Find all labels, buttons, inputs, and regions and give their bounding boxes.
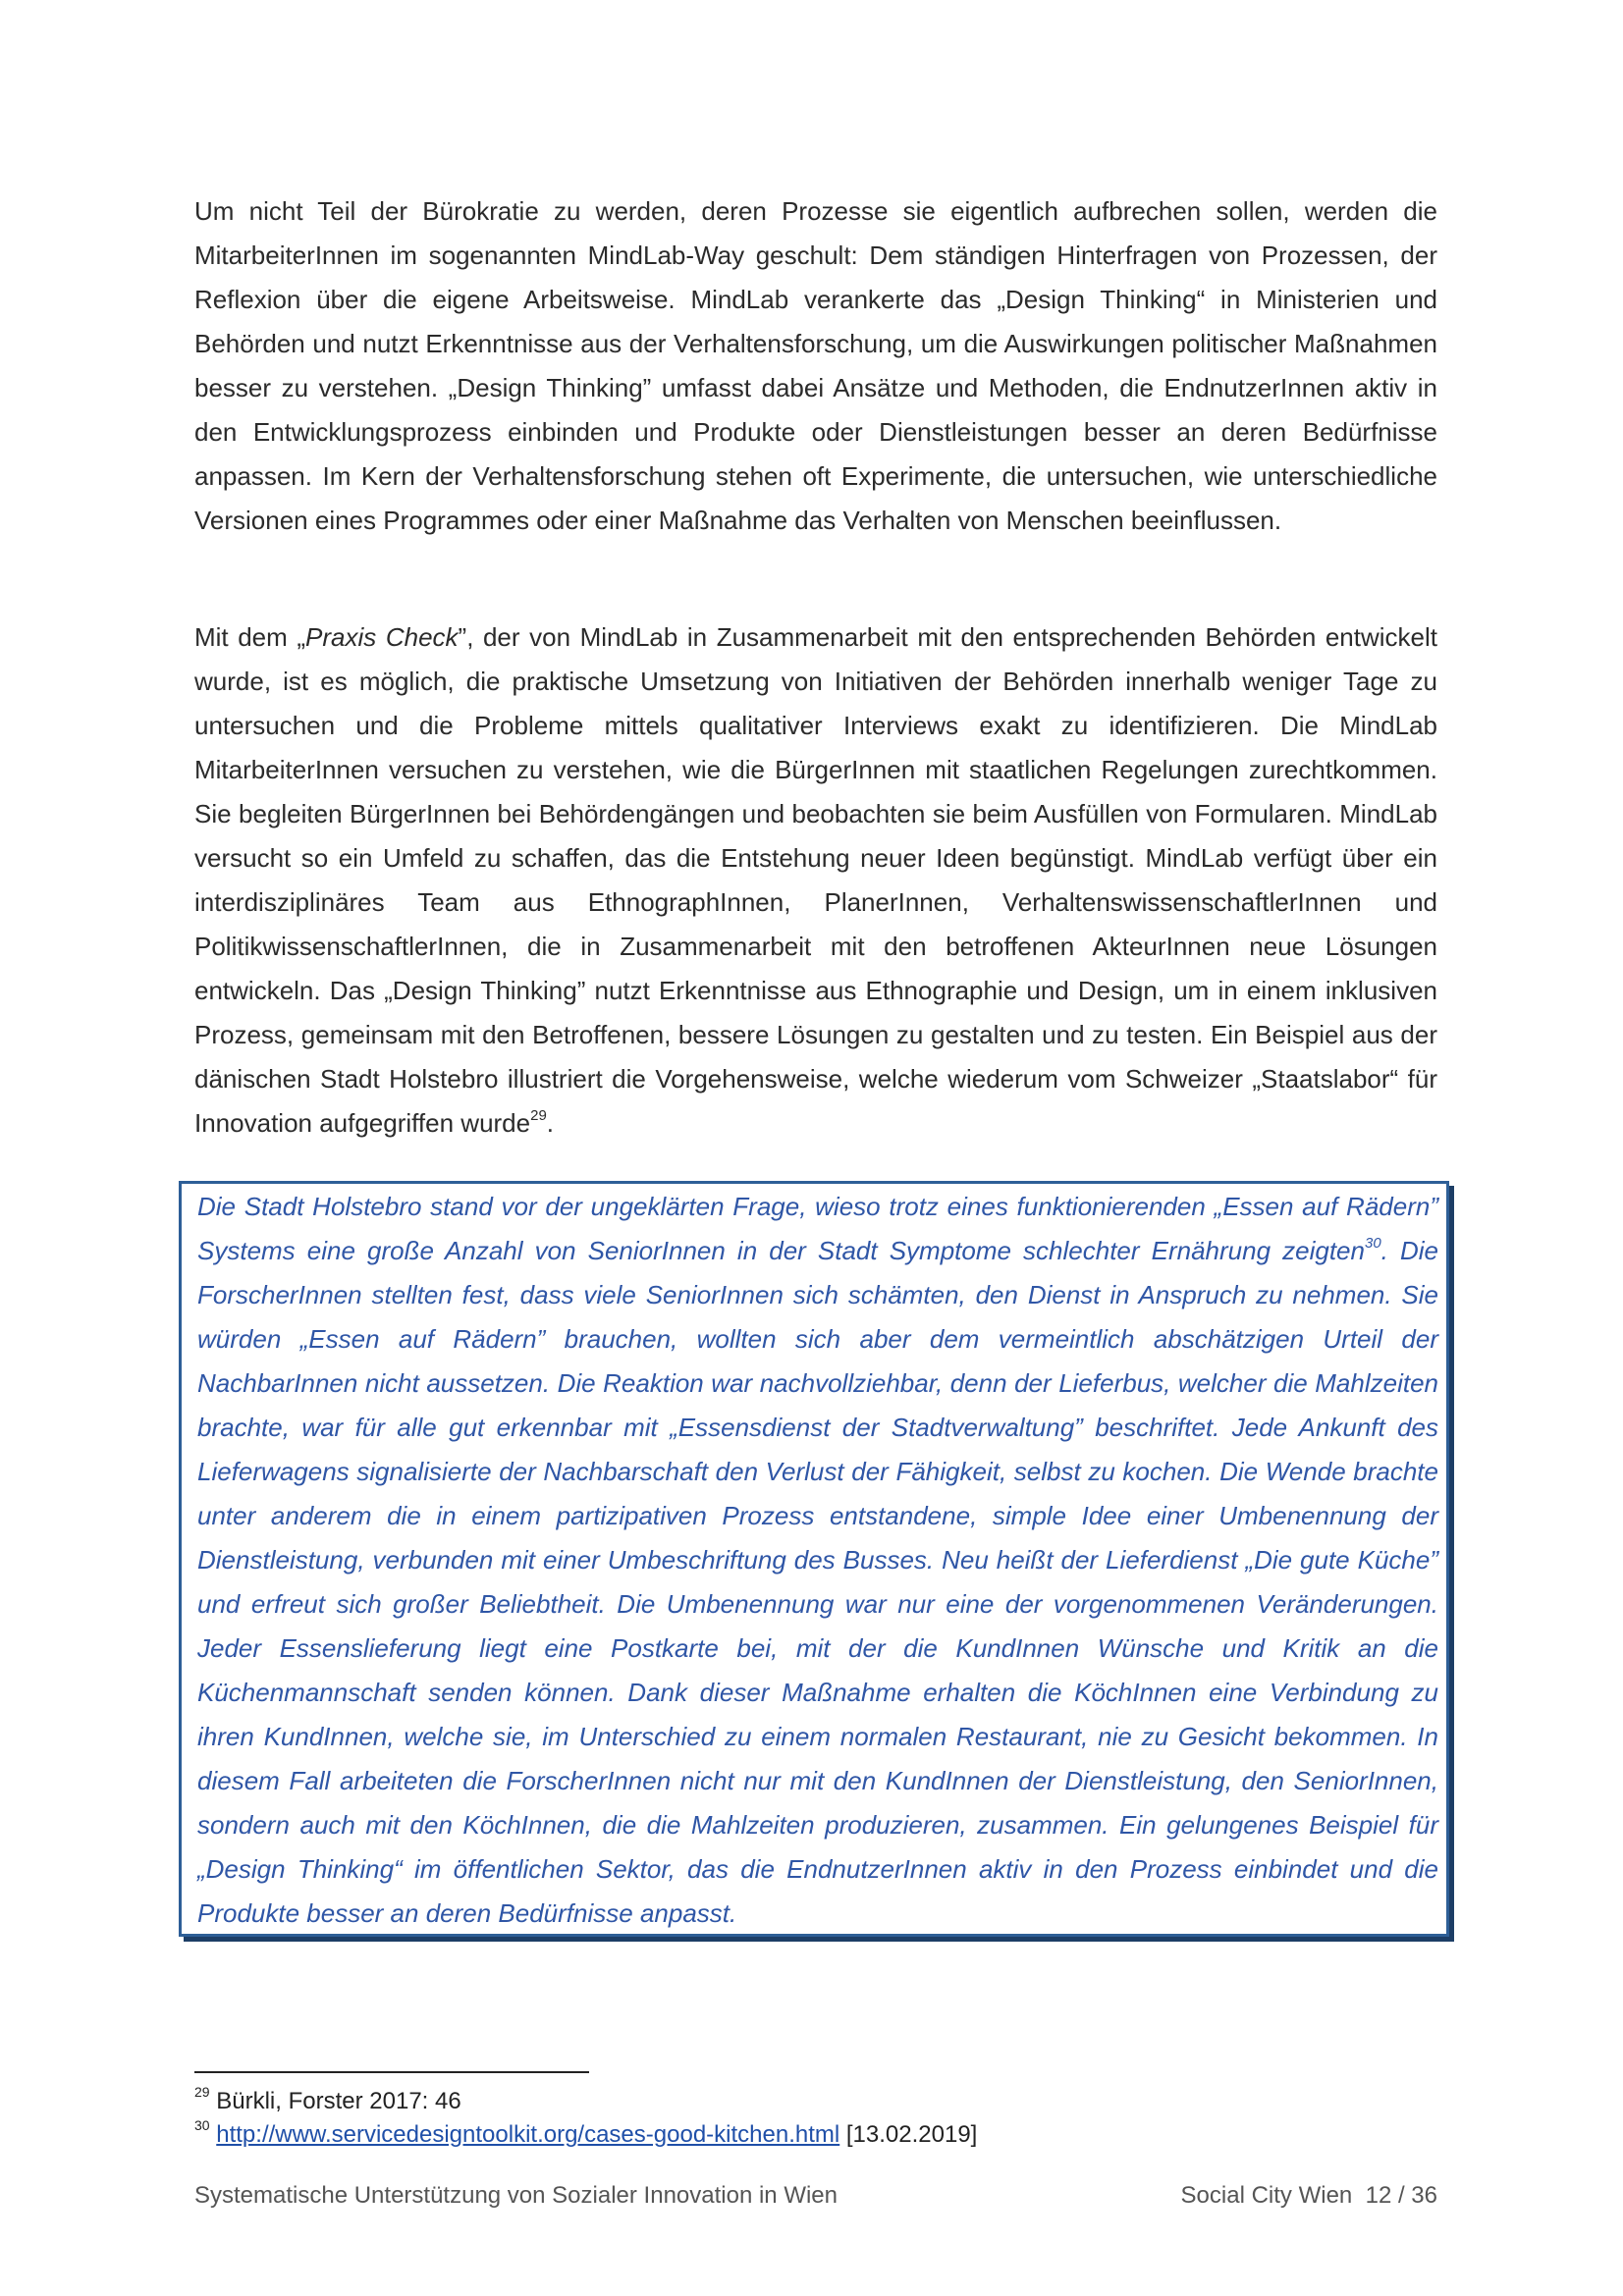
footnote-number: 30 (194, 2117, 210, 2133)
footnote-link-good-kitchen[interactable]: http://www.servicedesigntoolkit.org/cases-good-kitchen.html (216, 2121, 840, 2148)
footnote-30 (194, 2118, 1437, 2152)
case-text-part-2: . Die ForscherInnen stellten fest, dass viele SeniorInnen sich schämten, den Dienst in Anspruch zu nehmen. Sie würden „Essen auf Rädern” brauchen, wollten sich aber dem vermeintlich abschätzigen Urteil der NachbarInnen nicht aussetzen. Die Reaktion war nachvollziehbar, denn der Lieferbus, welcher die Mahlzeiten brachte, war für alle gut erkennbar mit „Essensdienst der Stadtverwaltung” beschriftet. Jede Ankunft des Lieferwagens signalisierte der Nachbarschaft den Verlust der Fähigkeit, selbst zu kochen. Die Wende brachte unter anderem die in einem partizipativen Prozess entstandene, simple Idee einer Umbenennung der Dienstleistung, verbunden mit einer Umbeschriftung des Busses. Neu heißt der Lieferdienst „Die gute Küche” und erfreut sich großer Beliebtheit. Die Umbenennung war nur eine der vorgenommenen Veränderungen. Jeder Essenslieferung liegt eine Postkarte bei, mit der die KundInnen Wünsche und Kritik an die Küchenmannschaft senden können. Dank dieser Maßnahme erhalten die KöchInnen eine Verbindung zu ihren KundInnen, welche sie, im Unterschied zu einem normalen Restaurant, nie zu Gesicht bekommen. In diesem Fall arbeiteten die ForscherInnen nicht nur mit den KundInnen der Dienstleistung, den SeniorInnen, sondern auch mit den KöchInnen, die die Mahlzeiten produzieren, zusammen. Ein gelungenes Beispiel für „Design Thinking“ im öffentlichen Sektor, das die EndnutzerInnen aktiv in den Prozess einbindet und die Produkte besser an deren Bedürfnisse anpasst. (197, 1236, 1438, 1928)
footnote-ref-30[interactable]: 30 (1364, 1235, 1381, 1253)
footnote-29 (194, 2085, 1437, 2118)
case-study-box-holstebro (179, 1181, 1449, 1937)
case-text-part-1: Die Stadt Holstebro stand vor der ungeklärten Frage, wieso trotz eines funktionierenden „Essen auf Rädern” Systems eine große Anzahl von SeniorInnen in der Stadt Symptome schlechter Ernährung zeigten (197, 1192, 1438, 1265)
body-paragraph-praxis-check (194, 615, 1437, 1146)
paragraph-intro: Mit dem „ (194, 622, 306, 652)
footnote-separator (194, 2071, 589, 2073)
footer-page-number: Social City Wien 12 / 36 (1180, 2182, 1437, 2209)
footer-document-title: Systematische Unterstützung von Sozialer Innovation in Wien (194, 2182, 838, 2209)
paragraph-body: ”, der von MindLab in Zusammenarbeit mit den entsprechenden Behörden entwickelt wurde, ist es möglich, die praktische Umsetzung von Initiativen der Behörden innerhalb weniger Tage zu untersuchen und die Probleme mittels qualitativer Interviews exakt zu identifizieren. Die MindLab MitarbeiterInnen versuchen zu verstehen, wie die BürgerInnen mit staatlichen Regelungen zurechtkommen. Sie begleiten BürgerInnen bei Behördengängen und beobachten sie beim Ausfüllen von Formularen. MindLab versucht so ein Umfeld zu schaffen, das die Entstehung neuer Ideen begünstigt. MindLab verfügt über ein interdisziplinäres Team aus EthnographInnen, PlanerInnen, VerhaltenswissenschaftlerInnen und PolitikwissenschaftlerInnen, die in Zusammenarbeit mit den betroffenen AkteurInnen neue Lösungen entwickeln. Das „Design Thinking” nutzt Erkenntnisse aus Ethnographie und Design, um in einem inklusiven Prozess, gemeinsam mit den Betroffenen, bessere Lösungen zu gestalten und zu testen. Ein Beispiel aus der dänischen Stadt Holstebro illustriert die Vorgehensweise, welche wiederum vom Schweizer „Staatslabor“ für Innovation aufgegriffen wurde (194, 622, 1438, 1138)
praxis-check-emphasis: Praxis Check (305, 622, 459, 652)
footnote-ref-29[interactable]: 29 (530, 1107, 547, 1125)
footnote-access-date: [13.02.2019] (839, 2121, 978, 2148)
paragraph-end: . (546, 1108, 555, 1138)
footnotes (194, 2085, 1437, 2152)
footnote-text: Bürkli, Forster 2017: 46 (216, 2088, 461, 2114)
footnote-number: 29 (194, 2084, 210, 2100)
body-paragraph-mindlab-way: Um nicht Teil der Bürokratie zu werden, deren Prozesse sie eigentlich aufbrechen sollen, werden die MitarbeiterInnen im sogenannten MindLab-Way geschult: Dem ständigen Hinterfragen von Prozessen, der Reflexion über die eigene Arbeitsweise. MindLab verankerte das „Design Thinking“ in Ministerien und Behörden und nutzt Erkenntnisse aus der Verhaltensforschung, um die Auswirkungen politischer Maßnahmen besser zu verstehen. „Design Thinking” umfasst dabei Ansätze und Methoden, die EndnutzerInnen aktiv in den Entwicklungsprozess einbinden und Produkte oder Dienstleistungen besser an deren Bedürfnisse anpassen. Im Kern der Verhaltensforschung stehen oft Experimente, die untersuchen, wie unterschiedliche Versionen eines Programmes oder einer Maßnahme das Verhalten von Menschen beeinflussen. (194, 196, 1437, 535)
case-study-text (197, 1185, 1438, 1936)
